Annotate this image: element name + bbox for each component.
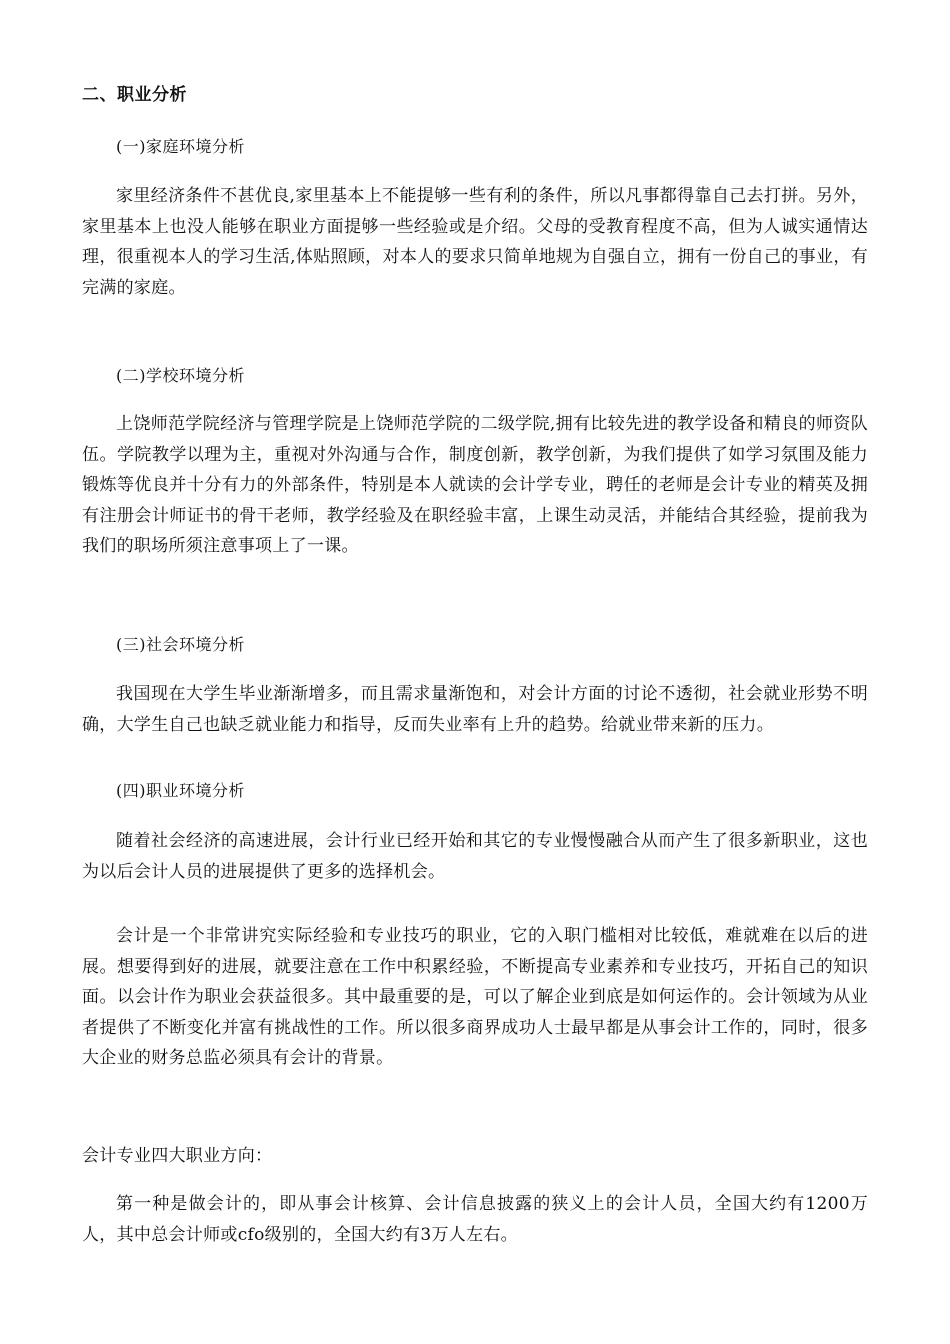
subsection-family: (一)家庭环境分析: [116, 137, 245, 156]
paragraph-direction-one: 第一种是做会计的，即从事会计核算、会计信息披露的狭义上的会计人员，全国大约有1200万人，其中总会计师或cfo级别的，全国大约有3万人左右。: [82, 1194, 868, 1245]
section-title: 二、职业分析: [82, 85, 187, 105]
paragraph-family: 家里经济条件不甚优良,家里基本上不能提够一些有利的条件，所以凡事都得靠自己去打拼。另外，家里基本上也没人能够在职业方面提够一些经验或是介绍。父母的受教育程度不高，但为人诚实通情达理，很重视本人的学习生活,体贴照顾，对本人的要求只简单地规为自强自立，拥有一份自己的事业，有完满的家庭。: [82, 186, 868, 298]
paragraph-accounting: 会计是一个非常讲究实际经验和专业技巧的职业，它的入职门槛相对比较低，难就难在以后的进展。想要得到好的进展，就要注意在工作中积累经验，不断提高专业素养和专业技巧，开拓自己的知识面。以会计作为职业会获益很多。其中最重要的是，可以了解企业到底是如何运作的。会计领域为从业者提供了不断变化并富有挑战性的工作。所以很多商界成功人士最早都是从事会计工作的，同时，很多大企业的财务总监必须具有会计的背景。: [82, 926, 868, 1068]
paragraph-career: 随着社会经济的高速进展，会计行业已经开始和其它的专业慢慢融合从而产生了很多新职业，这也为以后会计人员的进展提供了更多的选择机会。: [82, 831, 868, 882]
directions-heading: 会计专业四大职业方向：: [82, 1146, 273, 1166]
subsection-school: (二)学校环境分析: [116, 366, 245, 385]
subsection-career: (四)职业环境分析: [116, 781, 245, 800]
paragraph-society: 我国现在大学生毕业渐渐增多，而且需求量渐饱和，对会计方面的讨论不透彻，社会就业形势不明确，大学生自己也缺乏就业能力和指导，反而失业率有上升的趋势。给就业带来新的压力。: [82, 684, 868, 735]
paragraph-school: 上饶师范学院经济与管理学院是上饶师范学院的二级学院,拥有比较先进的教学设备和精良的师资队伍。学院教学以理为主，重视对外沟通与合作，制度创新，教学创新，为我们提供了如学习氛围及能力锻炼等优良并十分有力的外部条件，特别是本人就读的会计学专业，聘任的老师是会计专业的精英及拥有注册会计师证书的骨干老师，教学经验及在职经验丰富，上课生动灵活，并能结合其经验，提前我为我们的职场所须注意事项上了一课。: [82, 414, 868, 556]
subsection-society: (三)社会环境分析: [116, 635, 245, 654]
